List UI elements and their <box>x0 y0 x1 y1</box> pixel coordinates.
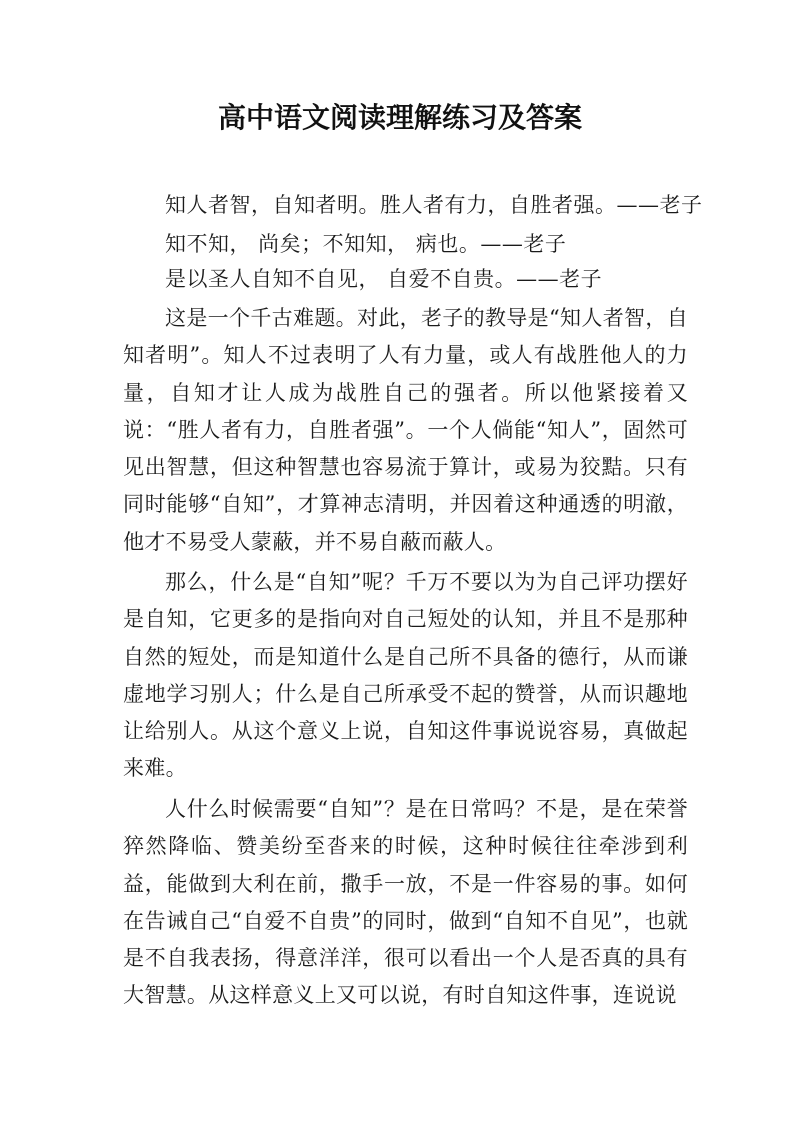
body-paragraph-block <box>123 300 688 561</box>
body-paragraph-block <box>123 564 688 788</box>
body-paragraph-block <box>123 791 688 1015</box>
body-paragraph: 那么，什么是“自知”呢？千万不要以为为自己评功摆好是自知，它更多的是指向对自己短处的认知，并且不是那种自然的短处，而是知道什么是自己所不具备的德行，从而谦虚地学习别人；什么是自己所承受不起的赞誉，从而识趣地让给别人。从这个意义上说，自知这件事说说容易，真做起来难。 <box>123 570 688 781</box>
quote-line: 知不知， 尚矣；不知知， 病也。——老子 <box>165 232 567 256</box>
body-paragraph: 这是一个千古难题。对此，老子的教导是“知人者智，自知者明”。知人不过表明了人有力量，或人有战胜他人的力量，自知才让人成为战胜自己的强者。所以他紧接着又说：“胜人者有力，自胜者强”。一个人倘能“知人”，固然可见出智慧，但这种智慧也容易流于算计，或易为狡黠。只有同时能够“自知”，才算神志清明，并因着这种通透的明澈，他才不易受人蒙蔽，并不易自蔽而蔽人。 <box>123 306 688 554</box>
document-title: 高中语文阅读理解练习及答案 <box>217 101 582 134</box>
quote-line: 是以圣人自知不自见， 自爱不自贵。——老子 <box>165 267 603 291</box>
body-paragraph: 人什么时候需要“自知”？是在日常吗？不是，是在荣誉猝然降临、赞美纷至沓来的时候，这种时候往往牵涉到利益，能做到大利在前，撒手一放，不是一件容易的事。如何在告诫自己“自爱不自贵”的同时，做到“自知不自见”，也就是不自我表扬，得意洋洋，很可以看出一个人是否真的具有大智慧。从这样意义上又可以说，有时自知这件事，连说说 <box>123 797 688 1008</box>
quote-line: 知人者智，自知者明。胜人者有力，自胜者强。——老子 <box>165 193 703 217</box>
